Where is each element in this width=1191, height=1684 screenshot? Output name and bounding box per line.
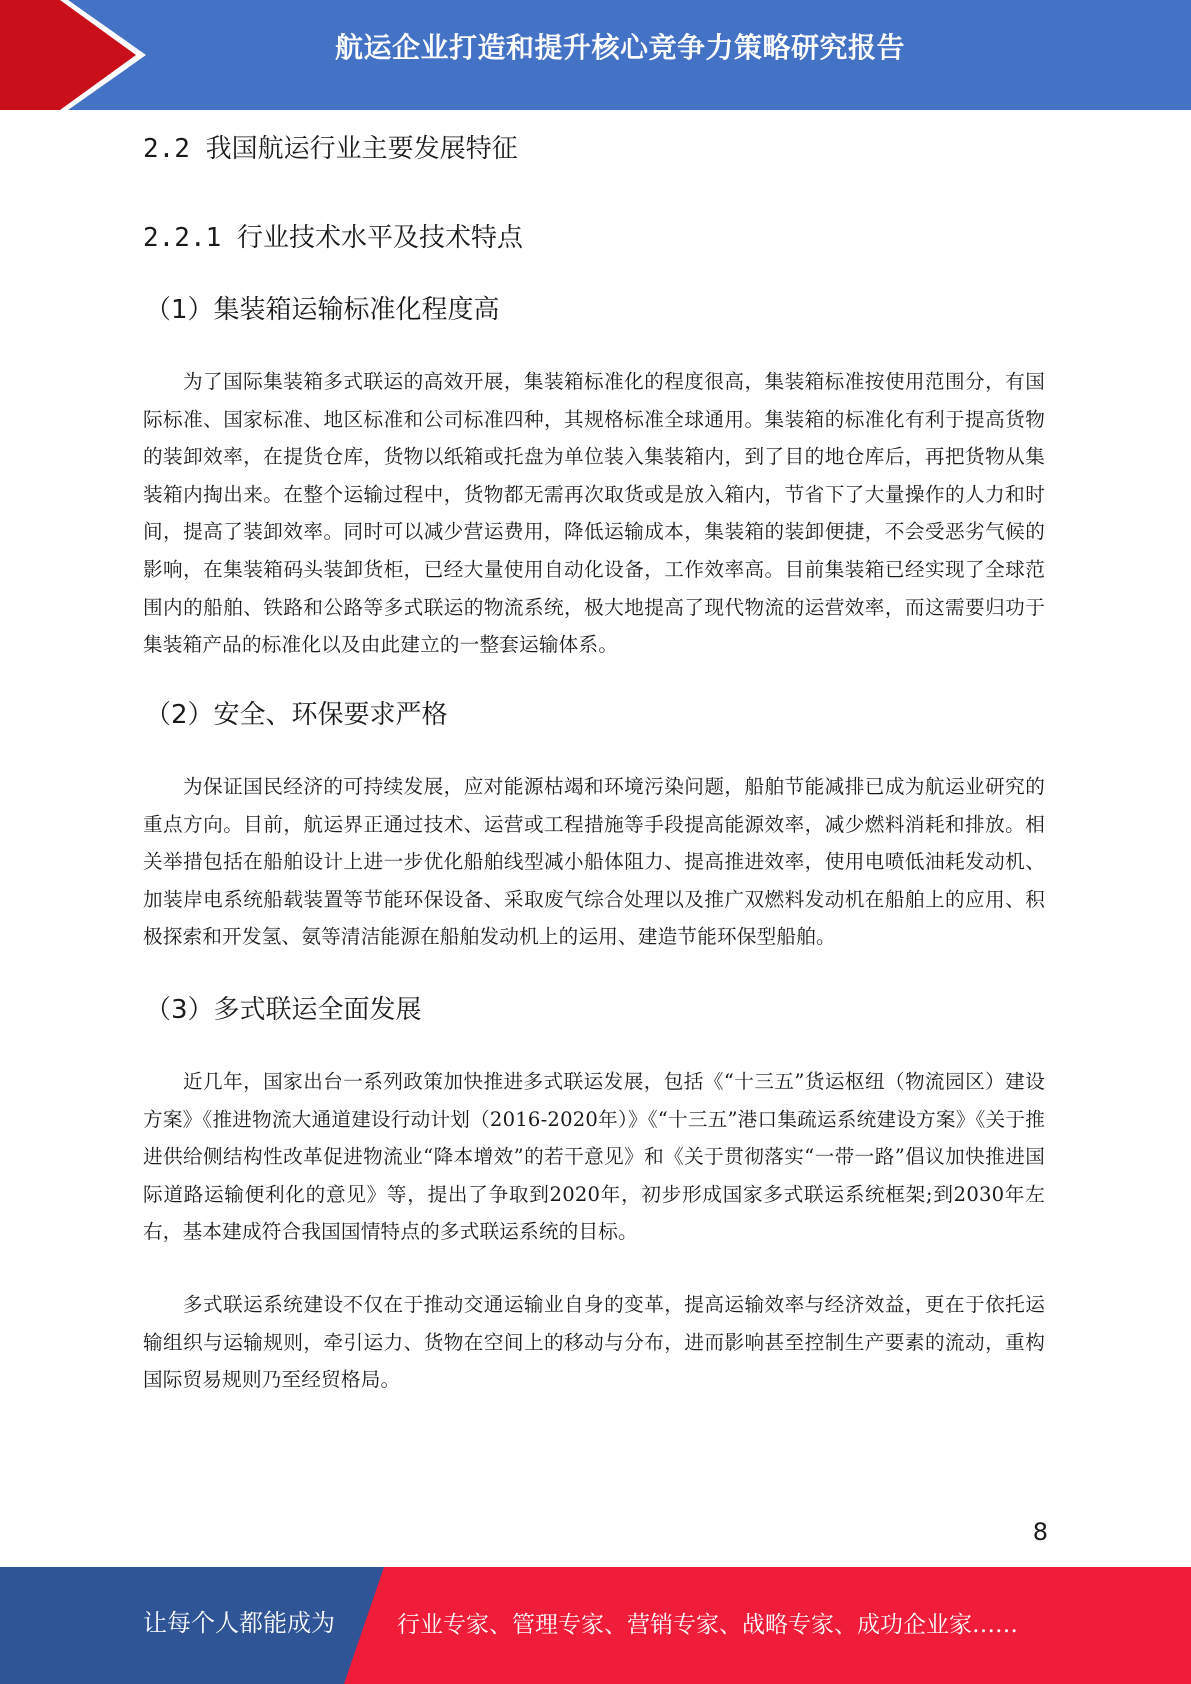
item-heading-2: （2）安全、环保要求严格 xyxy=(145,700,448,730)
paragraph-3: 近几年，国家出台一系列政策加快推进多式联运发展，包括《“十三五”货运枢纽（物流园区）建设方案》《推进物流大通道建设行动计划（2016-2020年）》《“十三五”港口集疏运系统建设方案》《关于推进供给侧结构性改革促进物流业“降本增效”的若干意见》和《关于贯彻落实“一带一路”倡议加快推进国际道路运输便利化的意见》等，提出了争取到2020年，初步形成国家多式联运系统框架;到2030年左右，基本建成符合我国国情特点的多式联运系统的目标。 xyxy=(143,1070,1045,1244)
item-heading-3: （3）多式联运全面发展 xyxy=(145,995,422,1025)
page-number: 8 xyxy=(1032,1518,1048,1546)
paragraph-1: 为了国际集装箱多式联运的高效开展，集装箱标准化的程度很高，集装箱标准按使用范围分，有国际标准、国家标准、地区标准和公司标准四种，其规格标准全球通用。集装箱的标准化有利于提高货物的装卸效率，在提货仓库，货物以纸箱或托盘为单位装入集装箱内，到了目的地仓库后，再把货物从集装箱内掏出来。在整个运输过程中，货物都无需再次取货或是放入箱内，节省下了大量操作的人力和时间，提高了装卸效率。同时可以减少营运费用，降低运输成本，集装箱的装卸便捷，不会受恶劣气候的影响，在集装箱码头装卸货柜，已经大量使用自动化设备，工作效率高。目前集装箱已经实现了全球范围内的船舶、铁路和公路等多式联运的物流系统，极大地提高了现代物流的运营效率，而这需要归功于集装箱产品的标准化以及由此建立的一整套运输体系。 xyxy=(143,370,1045,657)
page-footer xyxy=(0,1567,1191,1684)
item-heading-1: （1）集装箱运输标准化程度高 xyxy=(145,295,500,325)
footer-slogan-left: 让每个人都能成为 xyxy=(143,1609,335,1637)
subsection-title: 行业技术水平及技术特点 xyxy=(236,223,523,253)
page-header xyxy=(0,0,1191,110)
paragraph-2: 为保证国民经济的可持续发展，应对能源枯竭和环境污染问题，船舶节能减排已成为航运业研究的重点方向。目前，航运界正通过技术、运营或工程措施等手段提高能源效率，减少燃料消耗和排放。相关举措包括在船舶设计上进一步优化船舶线型减小船体阻力、提高推进效率，使用电喷低油耗发动机、加装岸电系统船载装置等节能环保设备、采取废气综合处理以及推广双燃料发动机在船舶上的应用、积极探索和开发氢、氨等清洁能源在船舶发动机上的运用、建造节能环保型船舶。 xyxy=(143,775,1045,949)
report-title: 航运企业打造和提升核心竞争力策略研究报告 xyxy=(334,31,905,64)
subsection-number: 2.2.1 xyxy=(143,223,222,253)
subsection-heading xyxy=(143,218,523,258)
red-arrow-shape xyxy=(0,0,136,110)
section-number: 2.2 xyxy=(143,134,190,164)
section-heading xyxy=(143,129,518,169)
section-title: 我国航运行业主要发展特征 xyxy=(205,134,518,164)
footer-slogan-right: 行业专家、管理专家、营销专家、战略专家、成功企业家…… xyxy=(397,1612,1018,1638)
paragraph-4: 多式联运系统建设不仅在于推动交通运输业自身的变革，提高运输效率与经济效益，更在于依托运输组织与运输规则，牵引运力、货物在空间上的移动与分布，进而影响甚至控制生产要素的流动，重构国际贸易规则乃至经贸格局。 xyxy=(143,1293,1045,1392)
red-arrow-decoration-icon xyxy=(0,0,180,110)
